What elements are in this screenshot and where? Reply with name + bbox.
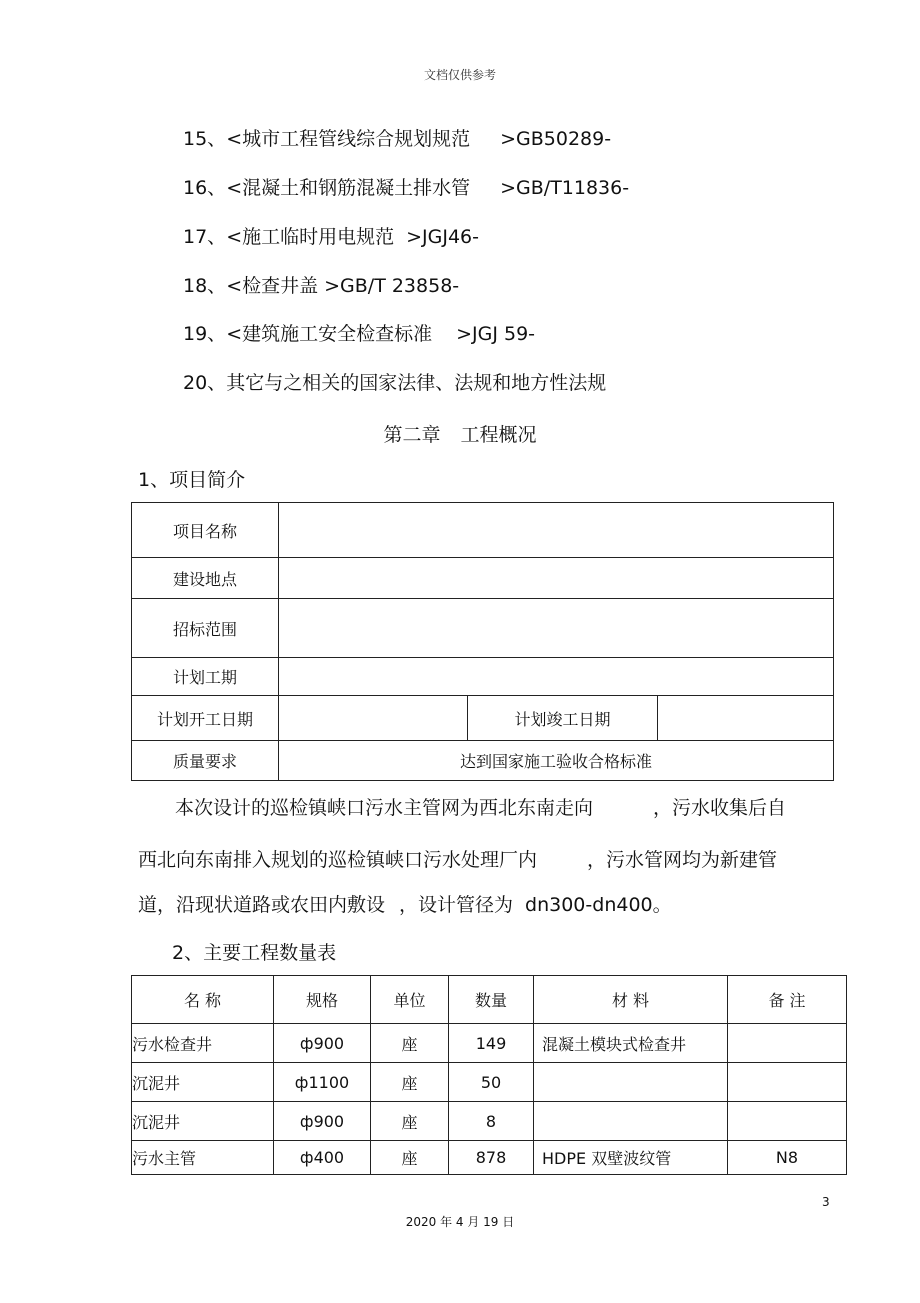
column-header: 备 注 xyxy=(728,976,847,1024)
quantity-table xyxy=(131,975,847,1175)
chapter-title: 第二章 工程概况 xyxy=(383,424,537,446)
section-title: 2、主要工程数量表 xyxy=(172,942,337,964)
finish-date-label: 计划竣工日期 xyxy=(468,696,658,741)
paragraph-line: 道，沿现状道路或农田内敷设 ，设计管径为 dn300-dn400。 xyxy=(138,894,672,916)
page-number: 3 xyxy=(822,1195,830,1209)
reference-item: 19、<建筑施工安全检查标准 >JGJ 59- xyxy=(183,323,536,345)
reference-item: 17、<施工临时用电规范 >JGJ46- xyxy=(183,226,479,248)
quality-value: 达到国家施工验收合格标准 xyxy=(279,741,834,781)
reference-item: 16、<混凝土和钢筋混凝土排水管 >GB/T11836- xyxy=(183,177,630,199)
paragraph-line: 西北向东南排入规划的巡检镇峡口污水处理厂内 ，污水管网均为新建管 xyxy=(138,849,778,871)
quality-label: 质量要求 xyxy=(132,741,279,781)
period-value xyxy=(279,658,834,696)
project-name-value xyxy=(279,503,834,558)
reference-item: 20、其它与之相关的国家法律、法规和地方性法规 xyxy=(183,372,607,394)
column-header: 数量 xyxy=(449,976,534,1024)
finish-date-value xyxy=(658,696,834,741)
reference-item: 18、<检查井盖 >GB/T 23858- xyxy=(183,275,460,297)
table-row: 污水检查井 ф900 座 149 混凝土模块式检查井 xyxy=(132,1024,847,1063)
reference-item: 15、<城市工程管线综合规划规范 >GB50289- xyxy=(183,128,612,150)
column-header: 材 料 xyxy=(534,976,728,1024)
scope-label: 招标范围 xyxy=(132,599,279,658)
table-row: 沉泥井 ф1100 座 50 xyxy=(132,1063,847,1102)
table-row: 污水主管 ф400 座 878 HDPE 双壁波纹管 N8 xyxy=(132,1141,847,1175)
table-row: 沉泥井 ф900 座 8 xyxy=(132,1102,847,1141)
start-date-label: 计划开工日期 xyxy=(132,696,279,741)
page-header: 文档仅供参考 xyxy=(423,68,496,82)
column-header: 单位 xyxy=(371,976,449,1024)
column-header: 规格 xyxy=(274,976,371,1024)
project-info-table xyxy=(131,502,834,781)
project-name-label: 项目名称 xyxy=(132,503,279,558)
page-footer-date: 2020 年 4 月 19 日 xyxy=(405,1215,515,1229)
table-header-row xyxy=(132,976,847,1024)
location-label: 建设地点 xyxy=(132,558,279,599)
start-date-value xyxy=(279,696,468,741)
period-label: 计划工期 xyxy=(132,658,279,696)
paragraph-line: 本次设计的巡检镇峡口污水主管网为西北东南走向 ，污水收集后自 xyxy=(175,797,787,819)
section-title: 1、项目简介 xyxy=(138,469,246,491)
scope-value xyxy=(279,599,834,658)
column-header: 名 称 xyxy=(132,976,274,1024)
location-value xyxy=(279,558,834,599)
